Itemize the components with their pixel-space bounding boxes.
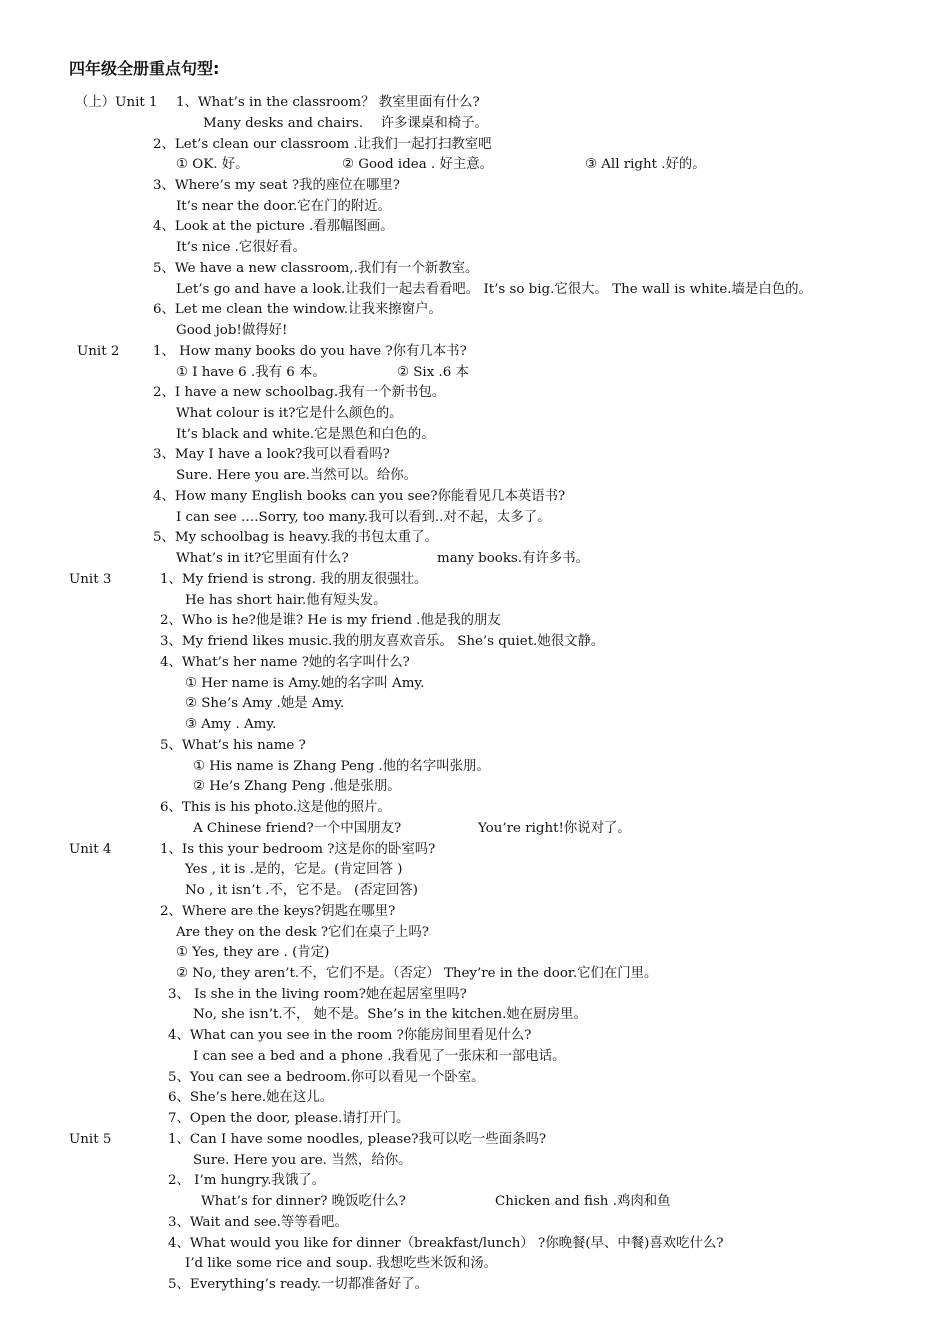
sentence-line: I’d like some rice and soup. 我想吃些米饭和汤。	[185, 1256, 498, 1271]
sentence-line: ② No, they aren’t.不，它们不是。（否定） They’re in the door.它们在门里。	[176, 966, 658, 981]
sentence-line: ① His name is Zhang Peng .他的名字叫张朋。	[193, 759, 490, 774]
sentence-line: Are they on the desk ?它们在桌子上吗?	[176, 925, 429, 940]
sentence-line: ① OK. 好。	[176, 157, 249, 172]
sentence-line: What colour is it?它是什么颜色的。	[176, 406, 403, 421]
sentence-line: 3、 Is she in the living room?她在起居室里吗?	[168, 987, 467, 1002]
sentence-line: ② He’s Zhang Peng .他是张朋。	[193, 779, 401, 794]
sentence-line: 4、What would you like for dinner（breakfast/lunch） ?你晚餐(早、中餐)喜欢吃什么?	[168, 1236, 724, 1251]
sentence-line: many books.有许多书。	[437, 551, 590, 566]
sentence-line: 2、Where are the keys?钥匙在哪里?	[160, 904, 396, 919]
sentence-line: ③ Amy . Amy.	[185, 717, 277, 732]
page-title: 四年级全册重点句型:	[69, 59, 220, 78]
sentence-line: ② Good idea . 好主意。	[342, 157, 494, 172]
sentence-line: ② She’s Amy .她是 Amy.	[185, 696, 345, 711]
sentence-line: Yes , it is .是的，它是。(肯定回答 )	[185, 862, 403, 877]
sentence-line: 5、Everything’s ready.一切都准备好了。	[168, 1277, 429, 1292]
sentence-line: It’s near the door.它在门的附近。	[176, 199, 392, 214]
sentence-line: 5、We have a new classroom,.我们有一个新教室。	[153, 261, 479, 276]
sentence-line: 2、Let’s clean our classroom .让我们一起打扫教室吧	[153, 137, 492, 152]
sentence-line: 3、Where’s my seat ?我的座位在哪里?	[153, 178, 400, 193]
unit-label: Unit 5	[69, 1132, 112, 1147]
sentence-line: 5、You can see a bedroom.你可以看见一个卧室。	[168, 1070, 485, 1085]
sentence-line: 1、What’s in the classroom？ 教室里面有什么?	[176, 95, 480, 110]
sentence-line: 7、Open the door, please.请打开门。	[168, 1111, 410, 1126]
sentence-line: I can see ….Sorry, too many.我可以看到..对不起，太多了。	[176, 510, 551, 525]
sentence-line: He has short hair.他有短头发。	[185, 593, 387, 608]
sentence-line: 1、Can I have some noodles, please?我可以吃一些面条吗?	[168, 1132, 547, 1147]
sentence-line: No, she isn’t.不， 她不是。She’s in the kitchen.她在厨房里。	[193, 1007, 587, 1022]
sentence-line: 3、May I have a look?我可以看看吗?	[153, 447, 390, 462]
sentence-line: Sure. Here you are.当然可以。给你。	[176, 468, 418, 483]
sentence-line: 3、My friend likes music.我的朋友喜欢音乐。 She’s quiet.她很文静。	[160, 634, 605, 649]
sentence-line: 6、This is his photo.这是他的照片。	[160, 800, 391, 815]
sentence-line: 4、How many English books can you see?你能看见几本英语书?	[153, 489, 566, 504]
sentence-line: ① Yes, they are . (肯定)	[176, 945, 330, 960]
unit-label: Unit 3	[69, 572, 112, 587]
sentence-line: 3、Wait and see.等等看吧。	[168, 1215, 348, 1230]
sentence-line: 2、 I’m hungry.我饿了。	[168, 1173, 326, 1188]
sentence-line: What’s in it?它里面有什么?	[176, 551, 349, 566]
sentence-line: 6、Let me clean the window.让我来擦窗户。	[153, 302, 442, 317]
sentence-line: 5、What’s his name ?	[160, 738, 306, 753]
sentence-line: Chicken and fish .鸡肉和鱼	[495, 1194, 671, 1209]
sentence-line: It’s nice .它很好看。	[176, 240, 306, 255]
sentence-line: 2、Who is he?他是谁? He is my friend .他是我的朋友	[160, 613, 501, 628]
sentence-line: 2、I have a new schoolbag.我有一个新书包。	[153, 385, 446, 400]
sentence-line: I can see a bed and a phone .我看见了一张床和一部电话。	[193, 1049, 566, 1064]
sentence-line: 5、My schoolbag is heavy.我的书包太重了。	[153, 530, 438, 545]
sentence-line: 6、She’s here.她在这儿。	[168, 1090, 334, 1105]
sentence-line: A Chinese friend?一个中国朋友?	[193, 821, 402, 836]
sentence-line: Sure. Here you are. 当然，给你。	[193, 1153, 412, 1168]
sentence-line: ② Six .6 本	[397, 365, 469, 380]
sentence-line: 4、Look at the picture .看那幅图画。	[153, 219, 394, 234]
sentence-line: 1、 How many books do you have ?你有几本书?	[153, 344, 467, 359]
sentence-line: 4、What’s her name ?她的名字叫什么?	[160, 655, 410, 670]
sentence-line: 1、My friend is strong. 我的朋友很强壮。	[160, 572, 428, 587]
sentence-line: ① Her name is Amy.她的名字叫 Amy.	[185, 676, 425, 691]
sentence-line: It’s black and white.它是黑色和白色的。	[176, 427, 435, 442]
unit-label: Unit 2	[77, 344, 120, 359]
sentence-line: Many desks and chairs. 许多课桌和椅子。	[203, 116, 488, 131]
sentence-line: 1、Is this your bedroom ?这是你的卧室吗?	[160, 842, 436, 857]
sentence-line: ① I have 6 .我有 6 本。	[176, 365, 326, 380]
unit-label: （上）Unit 1	[75, 95, 158, 110]
sentence-line: No , it isn’t .不，它不是。 (否定回答)	[185, 883, 419, 898]
sentence-line: Let’s go and have a look.让我们一起去看看吧。 It’s so big.它很大。 The wall is white.墙是白色的。	[176, 282, 812, 297]
sentence-line: You’re right!你说对了。	[478, 821, 631, 836]
sentence-line: What’s for dinner? 晚饭吃什么?	[201, 1194, 406, 1209]
sentence-line: ③ All right .好的。	[585, 157, 706, 172]
unit-label: Unit 4	[69, 842, 112, 857]
sentence-line: 4、What can you see in the room ?你能房间里看见什么?	[168, 1028, 532, 1043]
sentence-line: Good job!做得好!	[176, 323, 288, 338]
